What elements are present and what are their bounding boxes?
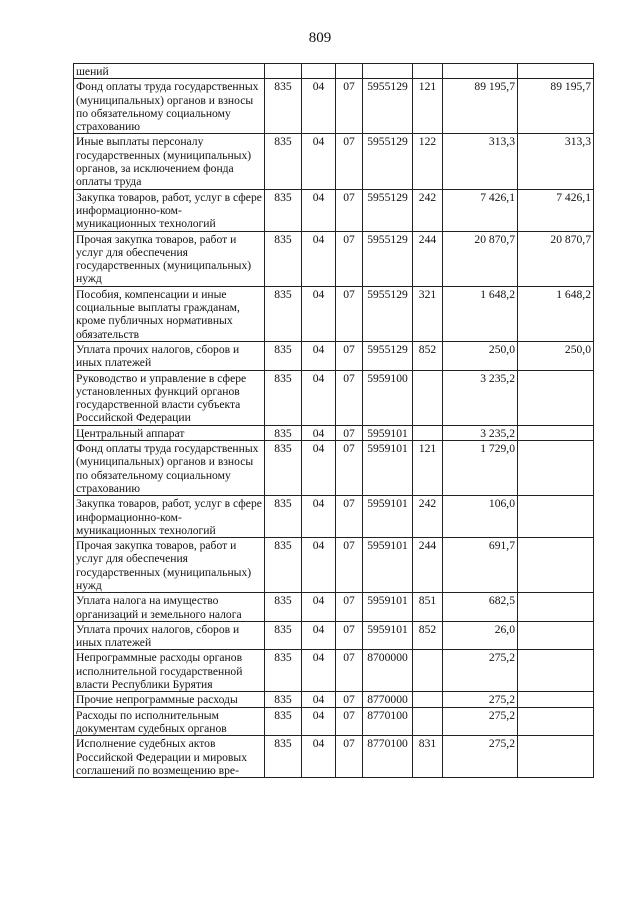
cell-vr: 831 [413, 736, 443, 778]
cell-pr: 07 [336, 593, 363, 622]
page-number: 809 [308, 30, 332, 46]
cell-vr: 122 [413, 134, 443, 189]
cell-rz [302, 64, 336, 79]
cell-name: Пособия, компенсации и иные социальные выплаты гражданам, кроме публичных нормативных обязательств [74, 286, 265, 341]
cell-name: Расходы по исполнительным документам судебных органов [74, 707, 265, 736]
cell-sum-2 [518, 650, 594, 692]
cell-name: Прочая закупка товаров, работ и услуг для обеспечения государственных (муниципальных) нужд [74, 538, 265, 593]
cell-pr: 07 [336, 189, 363, 231]
cell-rz: 04 [302, 538, 336, 593]
cell-ved [265, 64, 302, 79]
cell-vr: 321 [413, 286, 443, 341]
cell-vr: 852 [413, 621, 443, 650]
cell-pr: 07 [336, 707, 363, 736]
cell-csr: 5959101 [363, 538, 413, 593]
cell-rz: 04 [302, 189, 336, 231]
cell-csr: 5959101 [363, 593, 413, 622]
cell-ved: 835 [265, 621, 302, 650]
table-row [74, 707, 594, 736]
cell-csr: 5959101 [363, 441, 413, 496]
cell-vr [413, 650, 443, 692]
cell-pr: 07 [336, 496, 363, 538]
cell-pr: 07 [336, 134, 363, 189]
cell-pr: 07 [336, 441, 363, 496]
cell-pr: 07 [336, 341, 363, 370]
cell-vr [413, 64, 443, 79]
cell-name: шений [74, 64, 265, 79]
cell-sum-2 [518, 736, 594, 778]
cell-vr [413, 425, 443, 440]
cell-vr: 852 [413, 341, 443, 370]
cell-pr [336, 64, 363, 79]
cell-sum-2: 20 870,7 [518, 231, 594, 286]
cell-pr: 07 [336, 370, 363, 425]
cell-sum-2: 250,0 [518, 341, 594, 370]
cell-sum-2: 313,3 [518, 134, 594, 189]
cell-vr [413, 692, 443, 707]
cell-sum-1: 691,7 [443, 538, 518, 593]
table-row [74, 496, 594, 538]
cell-name: Фонд оплаты труда государственных (муниципальных) органов и взносы по обязательному социальному страхованию [74, 441, 265, 496]
cell-name: Закупка товаров, работ, услуг в сфере информационно-ком-муникационных технологий [74, 189, 265, 231]
table-row [74, 650, 594, 692]
cell-name: Центральный аппарат [74, 425, 265, 440]
cell-rz: 04 [302, 650, 336, 692]
table-row [74, 64, 594, 79]
cell-ved: 835 [265, 425, 302, 440]
cell-rz: 04 [302, 707, 336, 736]
cell-ved: 835 [265, 707, 302, 736]
cell-pr: 07 [336, 231, 363, 286]
table-row [74, 736, 594, 778]
cell-csr: 5955129 [363, 231, 413, 286]
cell-rz: 04 [302, 341, 336, 370]
cell-ved: 835 [265, 593, 302, 622]
cell-pr: 07 [336, 736, 363, 778]
table-row [74, 692, 594, 707]
cell-name: Исполнение судебных актов Российской Федерации и мировых соглашений по возмещению вре- [74, 736, 265, 778]
table-row [74, 231, 594, 286]
cell-sum-1: 250,0 [443, 341, 518, 370]
cell-rz: 04 [302, 441, 336, 496]
cell-name: Прочая закупка товаров, работ и услуг для обеспечения государственных (муниципальных) нужд [74, 231, 265, 286]
cell-csr: 8770100 [363, 736, 413, 778]
cell-sum-1: 3 235,2 [443, 425, 518, 440]
cell-sum-2 [518, 425, 594, 440]
cell-rz: 04 [302, 593, 336, 622]
cell-rz: 04 [302, 425, 336, 440]
cell-name: Уплата прочих налогов, сборов и иных платежей [74, 621, 265, 650]
cell-sum-2: 1 648,2 [518, 286, 594, 341]
cell-sum-2: 7 426,1 [518, 189, 594, 231]
cell-sum-2 [518, 370, 594, 425]
cell-vr [413, 707, 443, 736]
cell-vr: 242 [413, 496, 443, 538]
cell-ved: 835 [265, 650, 302, 692]
table-row [74, 538, 594, 593]
cell-pr: 07 [336, 286, 363, 341]
cell-csr: 5959101 [363, 425, 413, 440]
cell-sum-1: 275,2 [443, 692, 518, 707]
cell-vr: 244 [413, 538, 443, 593]
cell-csr: 5955129 [363, 79, 413, 134]
cell-rz: 04 [302, 736, 336, 778]
cell-sum-1: 313,3 [443, 134, 518, 189]
cell-ved: 835 [265, 370, 302, 425]
cell-sum-1: 275,2 [443, 650, 518, 692]
cell-sum-1: 1 729,0 [443, 441, 518, 496]
cell-csr [363, 64, 413, 79]
cell-csr: 5955129 [363, 134, 413, 189]
cell-rz: 04 [302, 134, 336, 189]
cell-sum-2 [518, 496, 594, 538]
cell-ved: 835 [265, 496, 302, 538]
cell-csr: 5955129 [363, 189, 413, 231]
cell-ved: 835 [265, 134, 302, 189]
table-body [74, 64, 594, 778]
cell-name: Прочие непрограммные расходы [74, 692, 265, 707]
cell-sum-2 [518, 64, 594, 79]
table-row [74, 286, 594, 341]
cell-ved: 835 [265, 441, 302, 496]
table-row [74, 341, 594, 370]
cell-vr: 244 [413, 231, 443, 286]
cell-sum-2 [518, 538, 594, 593]
cell-sum-2: 89 195,7 [518, 79, 594, 134]
cell-name: Руководство и управление в сфере установленных функций органов государственной власти субъекта Российской Федерации [74, 370, 265, 425]
cell-vr: 242 [413, 189, 443, 231]
cell-sum-2 [518, 692, 594, 707]
cell-ved: 835 [265, 231, 302, 286]
cell-pr: 07 [336, 425, 363, 440]
cell-rz: 04 [302, 621, 336, 650]
cell-pr: 07 [336, 538, 363, 593]
table-row [74, 370, 594, 425]
cell-sum-1: 275,2 [443, 707, 518, 736]
cell-sum-2 [518, 707, 594, 736]
table-row [74, 441, 594, 496]
cell-rz: 04 [302, 286, 336, 341]
cell-sum-2 [518, 621, 594, 650]
cell-name: Уплата прочих налогов, сборов и иных платежей [74, 341, 265, 370]
cell-csr: 5955129 [363, 286, 413, 341]
table-row [74, 425, 594, 440]
table-row [74, 134, 594, 189]
cell-csr: 5959101 [363, 496, 413, 538]
cell-sum-1: 26,0 [443, 621, 518, 650]
cell-sum-2 [518, 441, 594, 496]
cell-rz: 04 [302, 231, 336, 286]
cell-vr [413, 370, 443, 425]
cell-ved: 835 [265, 286, 302, 341]
cell-name: Фонд оплаты труда государственных (муниципальных) органов и взносы по обязательному социальному страхованию [74, 79, 265, 134]
budget-table [73, 63, 594, 778]
cell-name: Уплата налога на имущество организаций и земельного налога [74, 593, 265, 622]
cell-csr: 8770000 [363, 692, 413, 707]
cell-rz: 04 [302, 79, 336, 134]
cell-sum-1: 682,5 [443, 593, 518, 622]
cell-name: Закупка товаров, работ, услуг в сфере информационно-ком-муникационных технологий [74, 496, 265, 538]
cell-sum-1: 20 870,7 [443, 231, 518, 286]
cell-ved: 835 [265, 189, 302, 231]
cell-ved: 835 [265, 341, 302, 370]
cell-sum-1: 106,0 [443, 496, 518, 538]
cell-sum-1: 3 235,2 [443, 370, 518, 425]
cell-csr: 8700000 [363, 650, 413, 692]
cell-sum-1: 1 648,2 [443, 286, 518, 341]
cell-sum-2 [518, 593, 594, 622]
cell-pr: 07 [336, 621, 363, 650]
cell-pr: 07 [336, 692, 363, 707]
cell-ved: 835 [265, 692, 302, 707]
cell-pr: 07 [336, 650, 363, 692]
cell-name: Иные выплаты персоналу государственных (муниципальных) органов, за исключением фонда оплаты труда [74, 134, 265, 189]
cell-csr: 5955129 [363, 341, 413, 370]
cell-rz: 04 [302, 370, 336, 425]
cell-ved: 835 [265, 736, 302, 778]
cell-vr: 851 [413, 593, 443, 622]
cell-csr: 5959101 [363, 621, 413, 650]
cell-ved: 835 [265, 538, 302, 593]
table-row [74, 79, 594, 134]
table-row [74, 621, 594, 650]
cell-vr: 121 [413, 441, 443, 496]
cell-rz: 04 [302, 692, 336, 707]
cell-name: Непрограммные расходы органов исполнительной государственной власти Республики Бурятия [74, 650, 265, 692]
table-row [74, 593, 594, 622]
cell-sum-1: 275,2 [443, 736, 518, 778]
cell-pr: 07 [336, 79, 363, 134]
cell-rz: 04 [302, 496, 336, 538]
table-row [74, 189, 594, 231]
cell-sum-1: 7 426,1 [443, 189, 518, 231]
cell-vr: 121 [413, 79, 443, 134]
cell-csr: 8770100 [363, 707, 413, 736]
cell-sum-1 [443, 64, 518, 79]
cell-sum-1: 89 195,7 [443, 79, 518, 134]
cell-csr: 5959100 [363, 370, 413, 425]
cell-ved: 835 [265, 79, 302, 134]
